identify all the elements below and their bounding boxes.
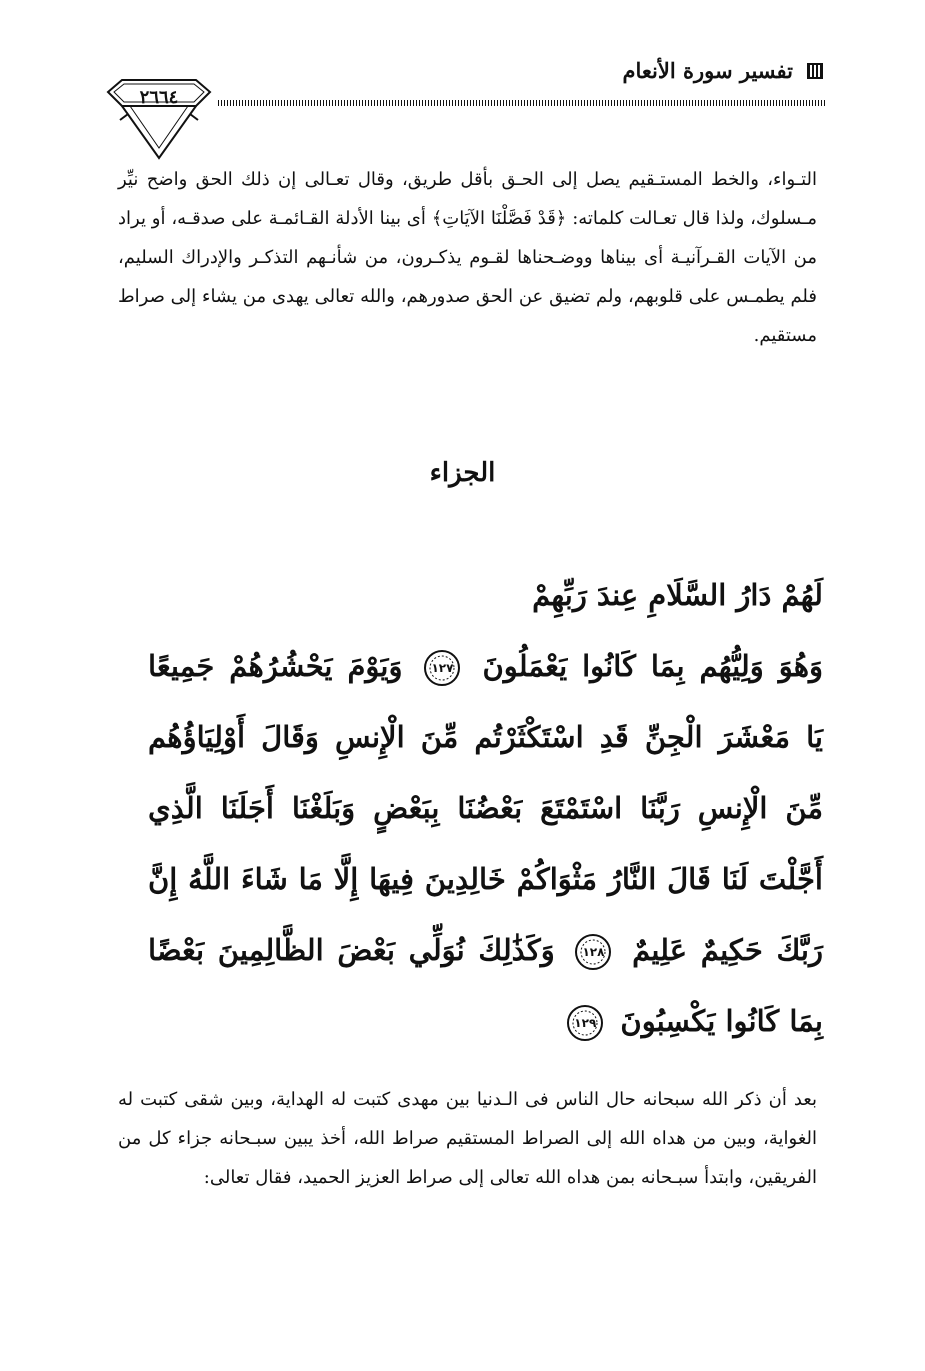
quran-text: وَكَذَٰلِكَ نُوَلِّي بَعْضَ الظَّالِمِينَ بَعْضًا	[148, 933, 555, 967]
verse-number-marker	[423, 649, 461, 687]
quran-verses	[148, 560, 823, 1057]
quran-text: لَهُمْ دَارُ السَّلَامِ عِندَ رَبِّهِمْ	[532, 578, 823, 612]
quran-text: يَا مَعْشَرَ الْجِنِّ قَدِ اسْتَكْثَرْتُم مِّنَ الْإِنسِ وَقَالَ أَوْلِيَاؤُهُم	[148, 720, 823, 754]
page-number: ٢٦٦٤	[139, 87, 179, 108]
header-rule	[218, 100, 825, 106]
quran-line	[148, 560, 823, 631]
quran-text: وَيَوْمَ يَحْشُرُهُمْ جَمِيعًا	[148, 649, 403, 683]
quran-text: أَجَّلْتَ لَنَا قَالَ النَّارُ مَثْوَاكُمْ خَالِدِينَ فِيهَا إِلَّا مَا شَاءَ اللَّهُ إِنَّ	[148, 862, 823, 896]
commentary-paragraph-1: التـواء، والخط المستـقيم يصل إلى الحـق بأقل طريق، وقال تعـالى إن ذلك الحق واضح نيِّر مـسلوك، ولذا قال تعـالت كلماته: ﴿قَدْ فَصَّلْنَا الآيَاتِ﴾ أى بينا الأدلة القـائمـة على صدقـه، أو يراد من الآيات القـرآنيـة أى بيناها ووضـحناها لقـوم يذكـرون، من شأنـهم التذكـر والإدراك السليم، فلم يطمـس على قلوبهم، ولم تضيق عن الحق صدورهم، والله تعالى يهدى من يشاء إلى صراط مستقيم.	[118, 169, 817, 346]
running-title	[622, 58, 825, 83]
quran-line	[148, 986, 823, 1057]
quran-line	[148, 702, 823, 773]
quran-line	[148, 915, 823, 986]
quran-line	[148, 631, 823, 702]
quran-text: بِمَا كَانُوا يَكْسِبُونَ	[620, 1004, 823, 1038]
verse-number: ١٢٨	[582, 945, 605, 959]
quran-text: مِّنَ الْإِنسِ رَبَّنَا اسْتَمْتَعَ بَعْضُنَا بِبَعْضٍ وَبَلَغْنَا أَجَلَنَا الَّذِي	[148, 791, 823, 825]
quran-line	[148, 773, 823, 844]
quran-text: رَبَّكَ حَكِيمٌ عَلِيمٌ	[632, 933, 823, 967]
running-title-text: تفسير سورة الأنعام	[622, 58, 793, 83]
quran-text: وَهُوَ وَلِيُّهُم بِمَا كَانُوا يَعْمَلُونَ	[482, 649, 823, 683]
quran-line	[148, 844, 823, 915]
verse-number-marker	[574, 933, 612, 971]
verse-number-marker	[566, 1004, 604, 1042]
section-heading: الجزاء	[429, 458, 496, 488]
page-number-badge	[100, 78, 218, 170]
verse-number: ١٢٧	[431, 661, 454, 675]
page-header	[100, 40, 825, 150]
verse-number: ١٢٩	[574, 1016, 597, 1030]
ornament-icon	[805, 61, 825, 81]
commentary-paragraph-2: بعد أن ذكر الله سبحانه حال الناس فى الـدنيا بين مهدى كتبت له الهداية، وبين شقى كتبت له الغواية، وبين من هداه الله إلى الصراط المستقيم صراط الله، أخذ يبين سبـحانه جزاء كل من الفريقين، وابتدأ سبـحانه بمن هداه الله تعالى إلى صراط العزيز الحميد، فقال تعالى:	[118, 1089, 817, 1188]
